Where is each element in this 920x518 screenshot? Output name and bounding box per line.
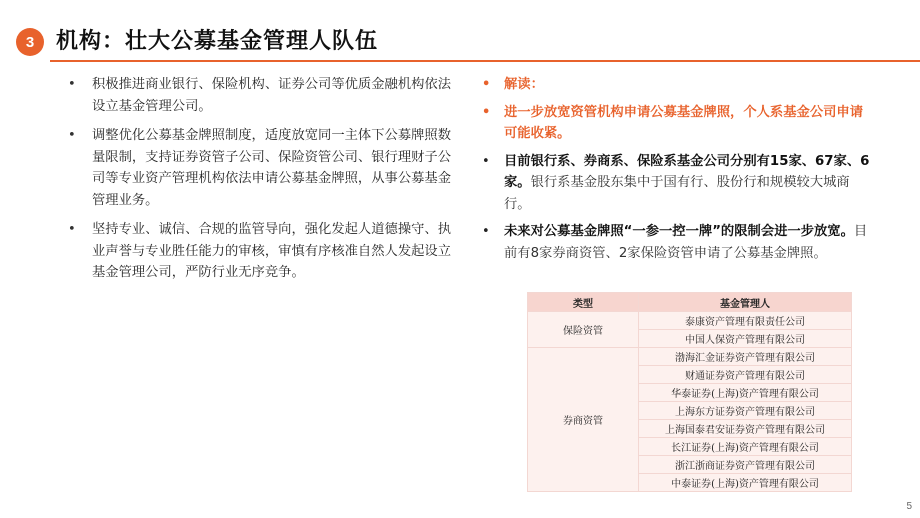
bullet-dot-icon: •: [482, 153, 490, 169]
policy-bullet-text: 调整优化公募基金牌照制度，适度放宽同一主体下公募牌照数量限制，支持证券资管子公司、保险资管公司、银行理财子公司等专业资产管理机构依法申请公募基金牌照，从事公募基金管理业务。: [92, 128, 452, 208]
manager-cell: 上海东方证券资产管理有限公司: [639, 402, 852, 420]
interpretation-point-text: 目前有8家券商资管、2家保险资管申请了公募基金牌照。: [504, 224, 868, 261]
bullet-dot-icon: •: [68, 77, 76, 92]
interpretation-point: [482, 151, 872, 216]
policy-bullet: [60, 74, 460, 117]
interpretation-point-text: 进一步放宽资管机构申请公募基金牌照，个人系基金公司申请可能收紧。: [504, 104, 864, 141]
policy-bullet-text: 积极推进商业银行、保险机构、证券公司等优质金融机构依法设立基金管理公司。: [92, 77, 452, 114]
type-cell: 券商资管: [528, 348, 639, 492]
column-header-type: 类型: [528, 293, 639, 312]
manager-cell: 长江证券(上海)资产管理有限公司: [639, 438, 852, 456]
table-header-row: [528, 293, 852, 312]
bullet-dot-icon: •: [482, 224, 490, 239]
manager-cell: 上海国泰君安证券资产管理有限公司: [639, 420, 852, 438]
slide-header: [0, 0, 920, 64]
interpretation-point: [482, 102, 872, 145]
column-header-manager: 基金管理人: [639, 293, 852, 312]
interpretation-panel: [482, 74, 872, 270]
title-underline: [50, 60, 920, 62]
manager-cell: 财通证券资产管理有限公司: [639, 366, 852, 384]
fund-manager-table: [527, 292, 852, 492]
policy-bullets: [60, 74, 460, 292]
interpretation-point-bold: 未来对公募基金牌照“一参一控一牌”的限制会进一步放宽。: [504, 224, 854, 239]
interpretation-point-bold: 目前银行系、券商系、保险系基金公司分别有15家、67家、6家。: [504, 153, 870, 190]
manager-cell: 浙江浙商证券资产管理有限公司: [639, 456, 852, 474]
bullet-dot-icon: •: [482, 104, 491, 120]
interpretation-point-text: 银行系基金股东集中于国有行、股份行和规模较大城商行。: [504, 175, 850, 212]
interpretation-heading: 解读：: [504, 77, 544, 92]
bullet-dot-icon: •: [482, 77, 491, 92]
policy-bullet-text: 坚持专业、诚信、合规的监管导向，强化发起人道德操守、执业声誉与专业胜任能力的审核，审慎有序核准自然人发起设立基金管理公司，严防行业无序竞争。: [92, 222, 452, 280]
manager-cell: 中泰证券(上海)资产管理有限公司: [639, 474, 852, 492]
bullet-dot-icon: •: [68, 222, 76, 237]
policy-bullet: [60, 219, 460, 284]
slide-title: 机构：壮大公募基金管理人队伍: [56, 29, 379, 54]
table-row: [528, 312, 852, 330]
table-row: [528, 348, 852, 366]
interpretation-heading-row: [482, 74, 872, 96]
section-number-badge: 3: [16, 28, 44, 56]
manager-cell: 渤海汇金证券资产管理有限公司: [639, 348, 852, 366]
policy-bullet: [60, 125, 460, 211]
fund-manager-table-container: [527, 292, 852, 491]
manager-cell: 中国人保资产管理有限公司: [639, 330, 852, 348]
interpretation-point: [482, 221, 872, 264]
bullet-dot-icon: •: [68, 128, 76, 143]
manager-cell: 华泰证券(上海)资产管理有限公司: [639, 384, 852, 402]
manager-cell: 泰康资产管理有限责任公司: [639, 312, 852, 330]
type-cell: 保险资管: [528, 312, 639, 348]
page-number: 5: [906, 501, 912, 512]
